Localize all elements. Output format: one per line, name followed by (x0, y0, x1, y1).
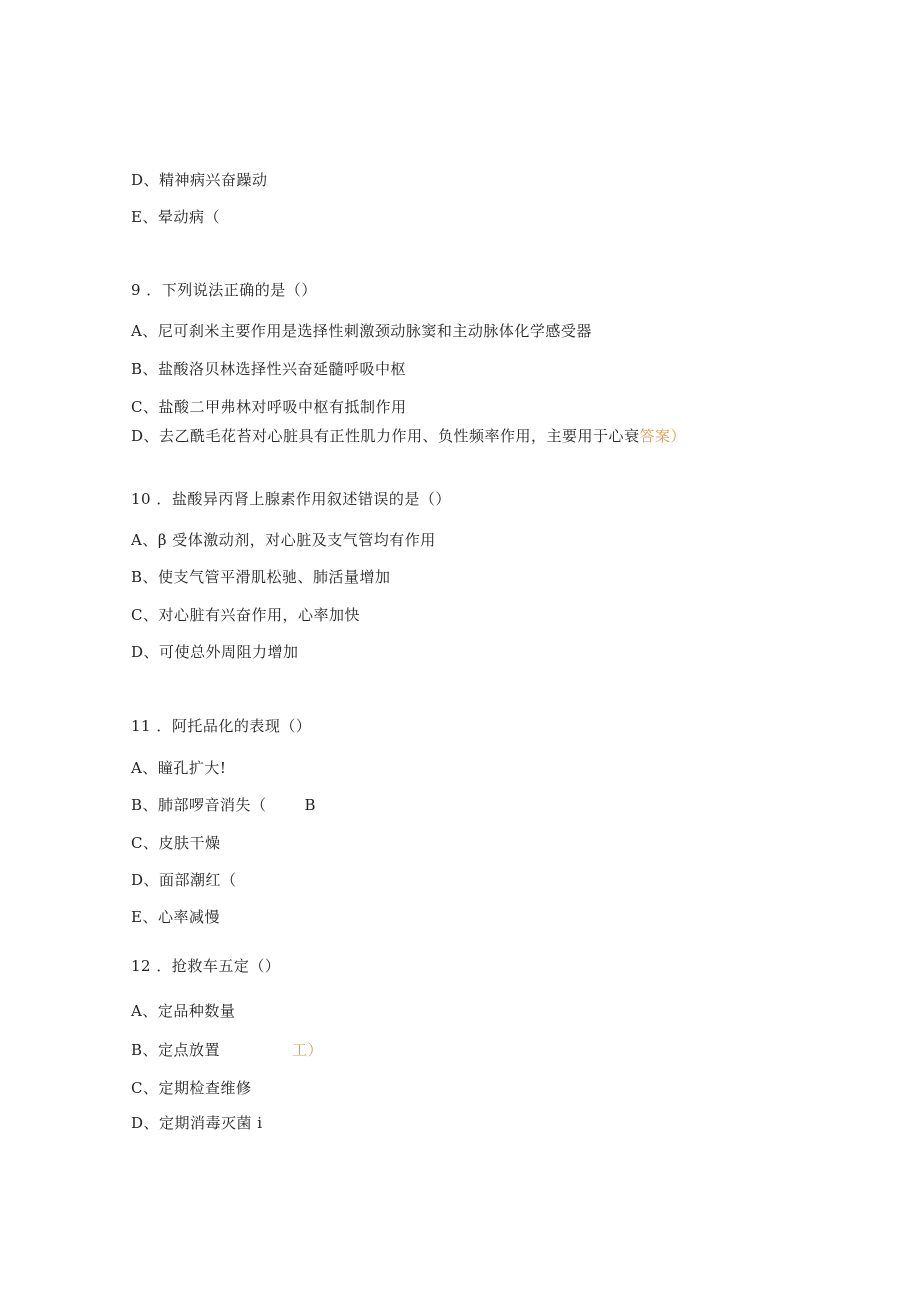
q10-option-a: A、β 受体激动剂，对心脏及支气管均有作用 (131, 531, 436, 549)
q10-option-b: B、使支气管平滑肌松驰、肺活量增加 (131, 568, 391, 586)
q11-option-d: D、面部潮红（ (131, 871, 237, 889)
q12-option-b: B、定点放置 (131, 1041, 221, 1059)
q9-option-d-row (131, 426, 686, 446)
q8-option-e: E、晕动病（ (131, 208, 220, 226)
q11-answer-mark: B (304, 796, 317, 814)
q11-option-b-row (131, 795, 316, 815)
q12-option-b-row (131, 1040, 323, 1060)
q9-option-d: D、去乙酰毛花苔对心脏具有正性肌力作用、负性频率作用，主要用于心衰 (131, 427, 640, 445)
q11-option-b: B、肺部啰音消失（ (131, 796, 267, 814)
q9-option-a: A、尼可刹米主要作用是选择性刺激颈动脉窦和主动脉体化学感受器 (131, 322, 592, 340)
q12-option-c: C、定期检查维修 (131, 1079, 252, 1097)
q10-option-d: D、可使总外周阻力增加 (131, 643, 299, 661)
q11-option-a: A、瞳孔扩大! (131, 759, 227, 777)
q12-answer-mark: 工） (292, 1041, 324, 1059)
q12-title: 12 ．抢救车五定（） (131, 957, 281, 975)
q10-option-c: C、对心脏有兴奋作用，心率加快 (131, 606, 360, 624)
q8-option-d: D、精神病兴奋躁动 (131, 171, 268, 189)
q10-title: 10 ．盐酸异丙肾上腺素作用叙述错误的是（） (131, 490, 451, 508)
q12-option-a: A、定品种数量 (131, 1002, 236, 1020)
q9-answer-mark: 答案） (639, 427, 687, 445)
q9-option-c: C、盐酸二甲弗林对呼吸中枢有抵制作用 (131, 398, 407, 416)
q12-option-d: D、定期消毒灭菌 i (131, 1114, 263, 1132)
q9-option-b: B、盐酸洛贝林选择性兴奋延髓呼吸中枢 (131, 360, 407, 378)
q11-option-e: E、心率减慢 (131, 908, 220, 926)
q9-title: 9 ．下列说法正确的是（） (131, 281, 317, 299)
q11-option-c: C、皮肤干燥 (131, 834, 221, 852)
q11-title: 11 ．阿托品化的表现（） (131, 717, 312, 735)
